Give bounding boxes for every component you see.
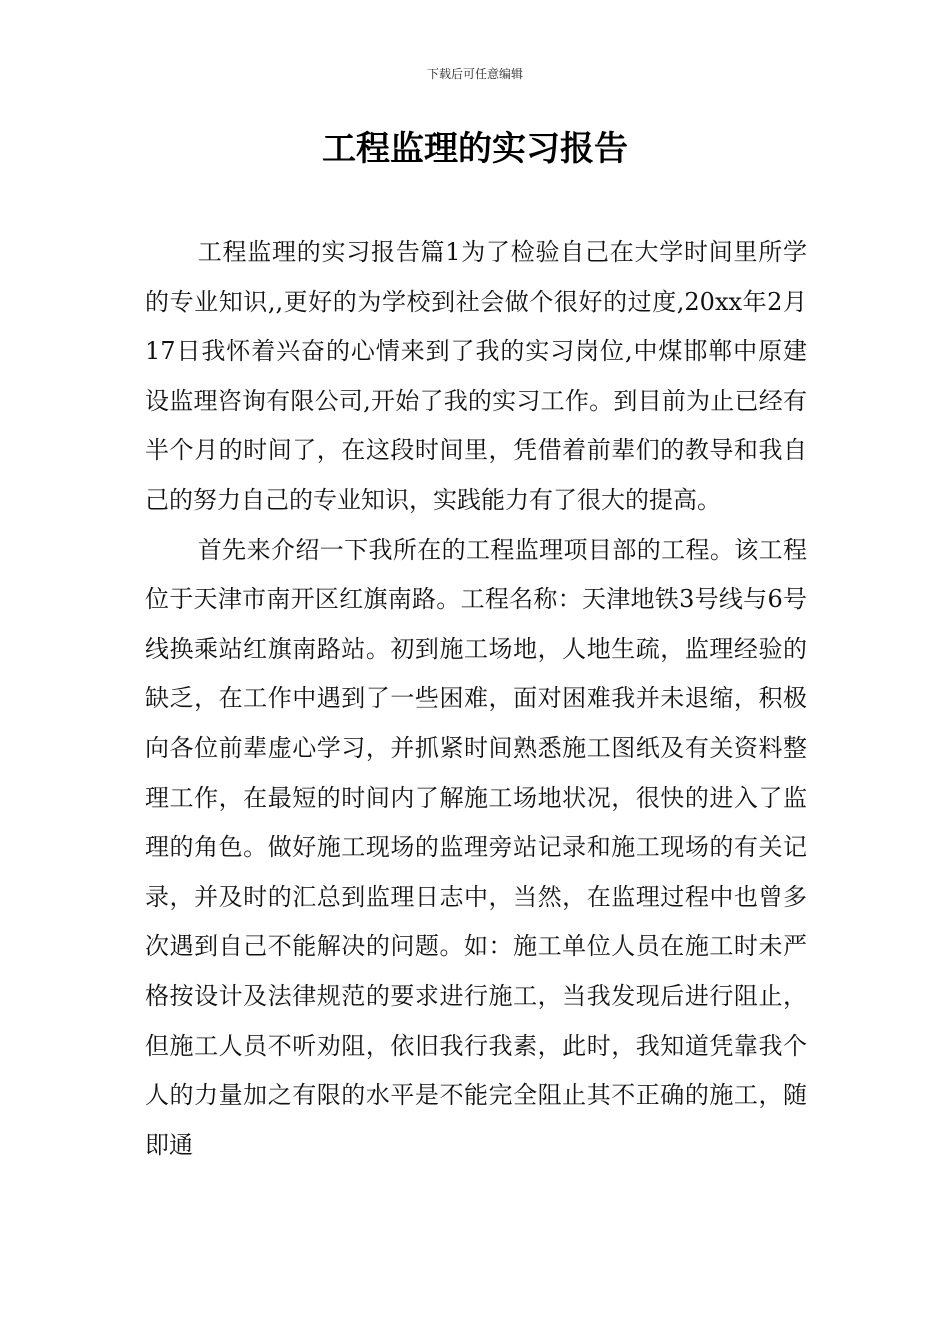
document-body <box>145 228 807 1170</box>
document-title: 工程监理的实习报告 <box>322 129 628 169</box>
paragraph-1: 工程监理的实习报告篇1为了检验自己在大学时间里所学的专业知识,,更好的为学校到社会做个很好的过度,20xx年2月17日我怀着兴奋的心情来到了我的实习岗位,中煤邯郸中原建设监理咨询有限公司,开始了我的实习工作。到目前为止已经有半个月的时间了，在这段时间里，凭借着前辈们的教导和我自己的努力自己的专业知识，实践能力有了很大的提高。 <box>145 238 807 514</box>
paragraph-2: 首先来介绍一下我所在的工程监理项目部的工程。该工程位于天津市南开区红旗南路。工程名称：天津地铁3号线与6号线换乘站红旗南路站。初到施工场地，人地生疏，监理经验的缺乏，在工作中遇到了一些困难，面对困难我并未退缩，积极向各位前辈虚心学习，并抓紧时间熟悉施工图纸及有关资料整理工作，在最短的时间内了解施工场地状况，很快的进入了监理的角色。做好施工现场的监理旁站记录和施工现场的有关记录，并及时的汇总到监理日志中，当然，在监理过程中也曾多次遇到自己不能解决的问题。如：施工单位人员在施工时未严格按设计及法律规范的要求进行施工，当我发现后进行阻止，但施工人员不听劝阻，依旧我行我素，此时，我知道凭靠我个人的力量加之有限的水平是不能完全阻止其不正确的施工，随即通 <box>145 535 807 1159</box>
header-note: 下载后可任意编辑 <box>426 67 523 81</box>
